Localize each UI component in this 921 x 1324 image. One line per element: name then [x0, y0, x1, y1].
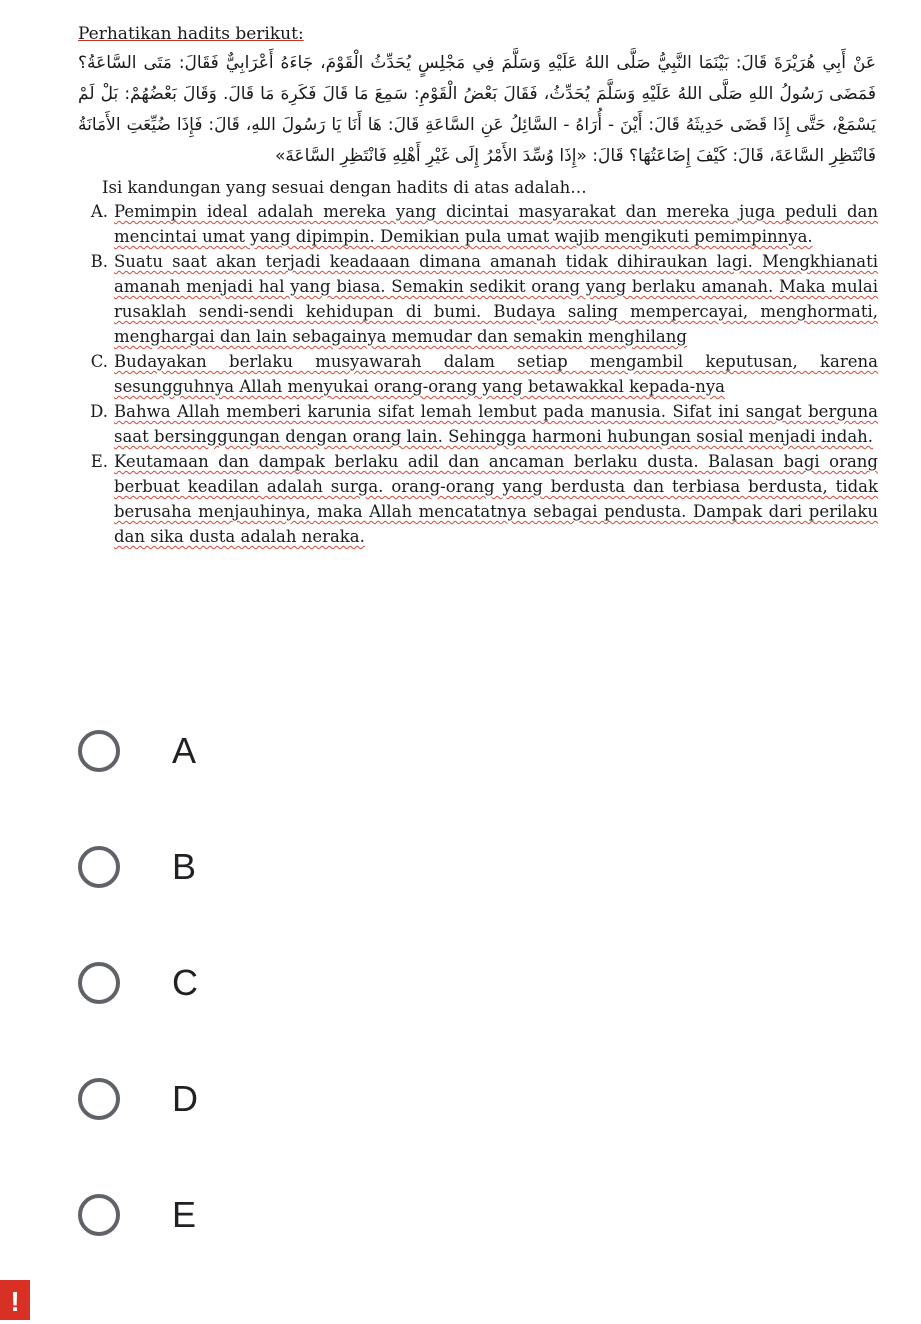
choice-label-a: A [172, 730, 197, 771]
option-text-a: A. Pemimpin ideal adalah mereka yang dicintai masyarakat dan mereka juga peduli dan mencintai umat yang dipimpin. Demikian pula umat wajib mengikuti pemimpinnya. [90, 202, 878, 246]
choice-c[interactable] [78, 925, 198, 1041]
choice-label-c: C [172, 962, 198, 1003]
choice-label-e: E [172, 1194, 197, 1235]
radio-button-c[interactable] [78, 962, 120, 1004]
option-text-b: B. Suatu saat akan terjadi keadaaan dimana amanah tidak dihiraukan lagi. Mengkhianati amanah menjadi hal yang biasa. Semakin sedikit orang yang berlaku amanah. Maka mulai rusaklah sendi-sendi kehidupan di bumi. Budaya saling mempercayai, menghormati, menghargai dan lain sebagainya memudar dan semakin menghilang [90, 252, 878, 346]
answer-choices [78, 693, 198, 1273]
choice-d[interactable] [78, 1041, 198, 1157]
radio-button-d[interactable] [78, 1078, 120, 1120]
choice-a[interactable] [78, 693, 198, 809]
hadith-arabic-text: عَنْ أَبِي هُرَيْرَةَ قَالَ: بَيْنَمَا النَّبِيُّ صَلَّى اللهُ عَلَيْهِ وَسَلَّمَ فِي مَجْلِسٍ يُحَدِّثُ الْقَوْمَ، جَاءَهُ أَعْرَابِيٌّ فَقَالَ: مَتَى السَّاعَةُ؟ فَمَضَى رَسُولُ اللهِ صَلَّى اللهُ عَلَيْهِ وَسَلَّمَ يُحَدِّثُ، فَقَالَ بَعْضُ الْقَوْمِ: سَمِعَ مَا قَالَ فَكَرِهَ مَا قَالَ. وَقَالَ بَعْضُهُمْ: بَلْ لَمْ يَسْمَعْ، حَتَّى إِذَا قَضَى حَدِيثَهُ قَالَ: أَيْنَ - أُرَاهُ - السَّائِلُ عَنِ السَّاعَةِ قَالَ: هَا أَنَا يَا رَسُولَ اللهِ، قَالَ: فَإِذَا ضُيِّعَتِ الأَمَانَةُ فَانْتَظِرِ السَّاعَةَ، قَالَ: كَيْفَ إِضَاعَتُهَا؟ قَالَ: «إِذَا وُسِّدَ الأَمْرُ إِلَى غَيْرِ أَهْلِهِ فَانْتَظِرِ السَّاعَةَ» [78, 53, 876, 166]
alert-icon[interactable]: ! [0, 1280, 30, 1320]
choice-e[interactable] [78, 1157, 198, 1273]
option-text-e: E. Keutamaan dan dampak berlaku adil dan ancaman berlaku dusta. Balasan bagi orang berbuat keadilan adalah surga. orang-orang yang berdusta dan terbiasa berdusta, tidak berusaha menjauhinya, maka Allah mencatatnya sebagai pendusta. Dampak dari perilaku dan sika dusta adalah neraka. [90, 452, 878, 546]
option-text-c: C. Budayakan berlaku musyawarah dalam setiap mengambil keputusan, karena sesungguhnya Allah menyukai orang-orang yang betawakkal kepada-nya [90, 352, 878, 396]
radio-button-a[interactable] [78, 730, 120, 772]
choice-label-b: B [172, 846, 197, 887]
radio-button-b[interactable] [78, 846, 120, 888]
question-intro: Perhatikan hadits berikut: [78, 24, 304, 44]
radio-button-e[interactable] [78, 1194, 120, 1236]
question-image [78, 24, 878, 549]
choice-label-d: D [172, 1078, 198, 1119]
choice-b[interactable] [78, 809, 198, 925]
answer-options-list [78, 199, 878, 549]
question-prompt: Isi kandungan yang sesuai dengan hadits di atas adalah… [102, 178, 587, 197]
option-text-d: D. Bahwa Allah memberi karunia sifat lemah lembut pada manusia. Sifat ini sangat berguna saat bersinggungan dengan orang lain. Sehingga harmoni hubungan sosial menjadi indah. [90, 402, 878, 446]
